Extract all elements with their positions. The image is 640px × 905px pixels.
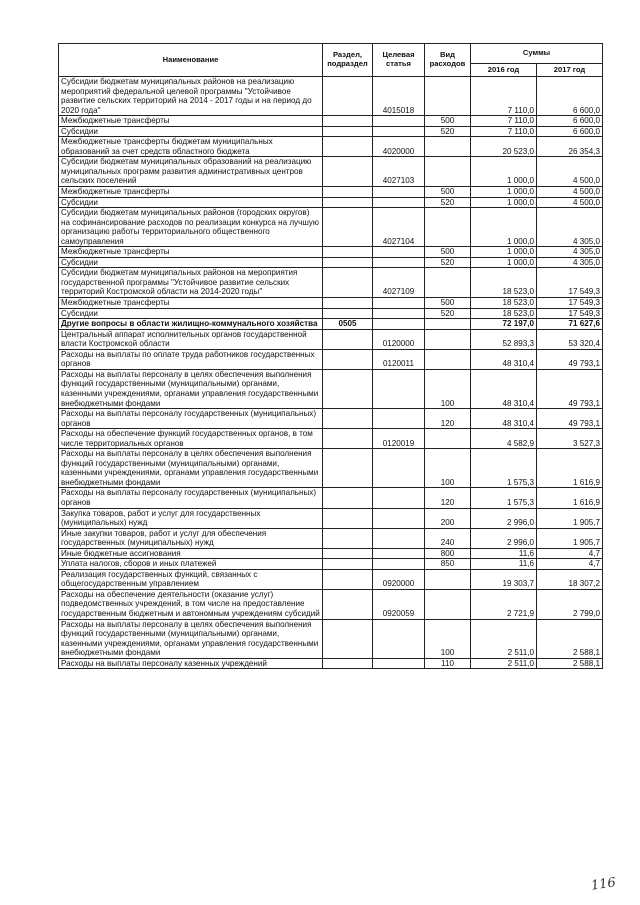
row-sum-2016: 2 511,0 <box>471 658 537 669</box>
row-section <box>323 308 373 319</box>
row-expense-type: 100 <box>425 369 471 408</box>
row-section <box>323 268 373 298</box>
row-article <box>373 197 425 208</box>
row-article <box>373 308 425 319</box>
row-name: Расходы на выплаты персоналу казенных учреждений <box>59 658 323 669</box>
table-row <box>59 257 603 268</box>
row-section <box>323 589 373 619</box>
row-name: Субсидии <box>59 308 323 319</box>
row-sum-2016: 2 721,9 <box>471 589 537 619</box>
table-row <box>59 619 603 658</box>
table-row <box>59 126 603 137</box>
row-sum-2017: 4 305,0 <box>537 247 603 258</box>
row-sum-2016: 7 110,0 <box>471 126 537 137</box>
row-section <box>323 548 373 559</box>
row-expense-type <box>425 349 471 369</box>
row-article <box>373 409 425 429</box>
row-section <box>323 247 373 258</box>
row-article <box>373 257 425 268</box>
row-name: Субсидии <box>59 257 323 268</box>
header-article: Целевая статья <box>373 44 425 77</box>
row-name: Субсидии бюджетам муниципальных образований на реализацию муниципальных программ развития административных центров сельских поселений <box>59 157 323 187</box>
table-row <box>59 569 603 589</box>
row-sum-2016: 1 000,0 <box>471 197 537 208</box>
row-sum-2017: 3 527,3 <box>537 429 603 449</box>
row-name: Субсидии <box>59 126 323 137</box>
row-name: Уплата налогов, сборов и иных платежей <box>59 559 323 570</box>
table-row <box>59 349 603 369</box>
header-year-2017: 2017 год <box>537 64 603 77</box>
row-sum-2017: 49 793,1 <box>537 409 603 429</box>
row-section <box>323 77 373 116</box>
row-section <box>323 298 373 309</box>
row-name: Расходы на выплаты персоналу в целях обеспечения выполнения функций государственными (муниципальными) органами, казенными учреждениями, органами управления государственными внебюджетными фондами <box>59 449 323 488</box>
row-sum-2017: 1 616,9 <box>537 488 603 508</box>
row-article: 4015018 <box>373 77 425 116</box>
row-sum-2017: 49 793,1 <box>537 349 603 369</box>
header-section: Раздел, подраздел <box>323 44 373 77</box>
row-article: 4027109 <box>373 268 425 298</box>
row-name: Расходы на выплаты персоналу государственных (муниципальных) органов <box>59 409 323 429</box>
table-row <box>59 308 603 319</box>
table-row <box>59 157 603 187</box>
row-sum-2016: 18 523,0 <box>471 298 537 309</box>
row-article <box>373 116 425 127</box>
row-sum-2016: 2 996,0 <box>471 508 537 528</box>
row-name: Межбюджетные трансферты <box>59 116 323 127</box>
row-sum-2016: 1 000,0 <box>471 247 537 258</box>
row-sum-2017: 4,7 <box>537 559 603 570</box>
table-row <box>59 449 603 488</box>
row-section <box>323 369 373 408</box>
row-section <box>323 429 373 449</box>
row-section <box>323 126 373 137</box>
row-name: Расходы на выплаты персоналу в целях обеспечения выполнения функций государственными (муниципальными) органами, казенными учреждениями, органами управления государственными внебюджетными фондами <box>59 619 323 658</box>
row-name: Расходы на обеспечение деятельности (оказание услуг) подведомственных учреждений, в том числе на предоставление государственным бюджетным и автономным учреждениям субсидий <box>59 589 323 619</box>
row-article <box>373 298 425 309</box>
row-expense-type <box>425 429 471 449</box>
row-expense-type: 500 <box>425 116 471 127</box>
row-name: Межбюджетные трансферты бюджетам муниципальных образований за счет средств областного бюджета <box>59 137 323 157</box>
row-sum-2017: 4,7 <box>537 548 603 559</box>
table-row <box>59 409 603 429</box>
row-expense-type <box>425 157 471 187</box>
row-name: Расходы на выплаты персоналу в целях обеспечения выполнения функций государственными (муниципальными) органами, казенными учреждениями, органами управления государственными внебюджетными фондами <box>59 369 323 408</box>
table-row <box>59 589 603 619</box>
row-article <box>373 449 425 488</box>
row-name: Иные закупки товаров, работ и услуг для обеспечения государственных (муниципальных) нужд <box>59 528 323 548</box>
row-article <box>373 619 425 658</box>
row-section <box>323 349 373 369</box>
table-row <box>59 77 603 116</box>
row-sum-2017: 17 549,3 <box>537 308 603 319</box>
table-row <box>59 429 603 449</box>
row-article <box>373 319 425 330</box>
row-sum-2016: 2 511,0 <box>471 619 537 658</box>
row-article <box>373 548 425 559</box>
row-section <box>323 449 373 488</box>
row-sum-2017: 4 305,0 <box>537 208 603 247</box>
table-body <box>59 77 603 669</box>
row-sum-2016: 1 575,3 <box>471 449 537 488</box>
row-sum-2017: 1 905,7 <box>537 508 603 528</box>
table-row <box>59 319 603 330</box>
row-article <box>373 658 425 669</box>
row-sum-2016: 4 582,9 <box>471 429 537 449</box>
row-sum-2017: 53 320,4 <box>537 329 603 349</box>
row-sum-2017: 18 307,2 <box>537 569 603 589</box>
header-year-2016: 2016 год <box>471 64 537 77</box>
row-expense-type <box>425 319 471 330</box>
table-row <box>59 116 603 127</box>
row-expense-type: 520 <box>425 197 471 208</box>
row-expense-type <box>425 589 471 619</box>
row-article <box>373 369 425 408</box>
row-sum-2016: 1 000,0 <box>471 208 537 247</box>
row-expense-type: 100 <box>425 619 471 658</box>
row-name: Центральный аппарат исполнительных органов государственной власти Костромской области <box>59 329 323 349</box>
row-sum-2016: 2 996,0 <box>471 528 537 548</box>
row-sum-2016: 1 000,0 <box>471 157 537 187</box>
row-name: Субсидии <box>59 197 323 208</box>
table-row <box>59 187 603 198</box>
row-expense-type <box>425 569 471 589</box>
row-name: Расходы на обеспечение функций государственных органов, в том числе территориальных органов <box>59 429 323 449</box>
row-sum-2017: 17 549,3 <box>537 298 603 309</box>
row-sum-2016: 18 523,0 <box>471 308 537 319</box>
row-sum-2017: 49 793,1 <box>537 369 603 408</box>
row-sum-2017: 4 500,0 <box>537 197 603 208</box>
row-expense-type <box>425 77 471 116</box>
row-name: Иные бюджетные ассигнования <box>59 548 323 559</box>
row-sum-2017: 1 905,7 <box>537 528 603 548</box>
row-article <box>373 488 425 508</box>
table-row <box>59 247 603 258</box>
table-row <box>59 488 603 508</box>
row-section <box>323 528 373 548</box>
page-number: 116 <box>590 875 617 894</box>
row-expense-type: 850 <box>425 559 471 570</box>
table-row <box>59 369 603 408</box>
row-expense-type <box>425 137 471 157</box>
row-article: 0920059 <box>373 589 425 619</box>
row-sum-2017: 2 588,1 <box>537 658 603 669</box>
row-expense-type <box>425 208 471 247</box>
row-sum-2016: 48 310,4 <box>471 349 537 369</box>
row-sum-2017: 6 600,0 <box>537 116 603 127</box>
row-name: Субсидии бюджетам муниципальных районов на реализацию мероприятий федеральной целевой программы "Устойчивое развитие сельских территорий на 2014 - 2017 годы и на период до 2020 года" <box>59 77 323 116</box>
row-section <box>323 569 373 589</box>
row-sum-2016: 18 523,0 <box>471 268 537 298</box>
table-row <box>59 268 603 298</box>
row-expense-type: 240 <box>425 528 471 548</box>
row-sum-2017: 1 616,9 <box>537 449 603 488</box>
row-section: 0505 <box>323 319 373 330</box>
row-expense-type: 120 <box>425 409 471 429</box>
row-section <box>323 257 373 268</box>
row-sum-2017: 6 600,0 <box>537 77 603 116</box>
row-sum-2017: 71 627,6 <box>537 319 603 330</box>
row-expense-type: 520 <box>425 126 471 137</box>
row-name: Закупка товаров, работ и услуг для государственных (муниципальных) нужд <box>59 508 323 528</box>
row-name: Реализация государственных функций, связанных с общегосударственным управлением <box>59 569 323 589</box>
row-article: 4020000 <box>373 137 425 157</box>
row-article <box>373 247 425 258</box>
row-sum-2016: 48 310,4 <box>471 369 537 408</box>
budget-table <box>58 43 603 669</box>
row-sum-2017: 4 305,0 <box>537 257 603 268</box>
row-article: 0120000 <box>373 329 425 349</box>
row-sum-2017: 2 799,0 <box>537 589 603 619</box>
row-sum-2017: 6 600,0 <box>537 126 603 137</box>
row-sum-2017: 2 588,1 <box>537 619 603 658</box>
table-row <box>59 528 603 548</box>
row-section <box>323 619 373 658</box>
header-sums: Суммы <box>471 44 603 64</box>
row-article <box>373 508 425 528</box>
row-expense-type: 520 <box>425 257 471 268</box>
row-sum-2016: 19 303,7 <box>471 569 537 589</box>
row-sum-2017: 17 549,3 <box>537 268 603 298</box>
table-row <box>59 298 603 309</box>
row-name: Межбюджетные трансферты <box>59 247 323 258</box>
header-name: Наименование <box>59 44 323 77</box>
table-row <box>59 548 603 559</box>
row-section <box>323 488 373 508</box>
row-article: 0920000 <box>373 569 425 589</box>
row-name: Межбюджетные трансферты <box>59 187 323 198</box>
row-sum-2016: 1 000,0 <box>471 187 537 198</box>
header-expense-type: Вид расходов <box>425 44 471 77</box>
row-name: Расходы на выплаты по оплате труда работников государственных органов <box>59 349 323 369</box>
row-sum-2016: 20 523,0 <box>471 137 537 157</box>
row-sum-2016: 7 110,0 <box>471 77 537 116</box>
row-name: Межбюджетные трансферты <box>59 298 323 309</box>
row-section <box>323 197 373 208</box>
row-sum-2017: 4 500,0 <box>537 187 603 198</box>
row-article <box>373 528 425 548</box>
row-sum-2016: 48 310,4 <box>471 409 537 429</box>
row-sum-2017: 4 500,0 <box>537 157 603 187</box>
row-name: Субсидии бюджетам муниципальных районов на мероприятия государственной программы "Устойчивое развитие сельских территорий Костромской области на 2014-2020 годы" <box>59 268 323 298</box>
row-expense-type: 500 <box>425 247 471 258</box>
row-sum-2016: 7 110,0 <box>471 116 537 127</box>
row-name: Расходы на выплаты персоналу государственных (муниципальных) органов <box>59 488 323 508</box>
row-section <box>323 208 373 247</box>
row-section <box>323 559 373 570</box>
row-expense-type <box>425 268 471 298</box>
table-row <box>59 559 603 570</box>
row-section <box>323 658 373 669</box>
row-expense-type: 110 <box>425 658 471 669</box>
row-sum-2017: 26 354,3 <box>537 137 603 157</box>
row-section <box>323 137 373 157</box>
row-expense-type: 800 <box>425 548 471 559</box>
row-article: 0120019 <box>373 429 425 449</box>
row-section <box>323 508 373 528</box>
row-article: 4027103 <box>373 157 425 187</box>
row-expense-type: 520 <box>425 308 471 319</box>
row-article: 0120011 <box>373 349 425 369</box>
row-sum-2016: 11,6 <box>471 548 537 559</box>
table-row <box>59 197 603 208</box>
row-section <box>323 187 373 198</box>
row-article: 4027104 <box>373 208 425 247</box>
row-article <box>373 559 425 570</box>
row-sum-2016: 1 000,0 <box>471 257 537 268</box>
row-name: Другие вопросы в области жилищно-коммунального хозяйства <box>59 319 323 330</box>
table-row <box>59 137 603 157</box>
row-sum-2016: 11,6 <box>471 559 537 570</box>
table-row <box>59 658 603 669</box>
row-expense-type: 500 <box>425 298 471 309</box>
row-expense-type <box>425 329 471 349</box>
row-sum-2016: 1 575,3 <box>471 488 537 508</box>
row-expense-type: 100 <box>425 449 471 488</box>
table-row <box>59 208 603 247</box>
row-name: Субсидии бюджетам муниципальных районов (городских округов) на софинансирование расходов по реализации конкурса на лучшую организацию работы территориального общественного самоуправления <box>59 208 323 247</box>
row-article <box>373 126 425 137</box>
row-section <box>323 116 373 127</box>
row-sum-2016: 72 197,0 <box>471 319 537 330</box>
table-row <box>59 329 603 349</box>
row-expense-type: 120 <box>425 488 471 508</box>
row-section <box>323 157 373 187</box>
table-row <box>59 508 603 528</box>
row-section <box>323 409 373 429</box>
row-sum-2016: 52 893,3 <box>471 329 537 349</box>
row-expense-type: 200 <box>425 508 471 528</box>
row-article <box>373 187 425 198</box>
row-expense-type: 500 <box>425 187 471 198</box>
row-section <box>323 329 373 349</box>
